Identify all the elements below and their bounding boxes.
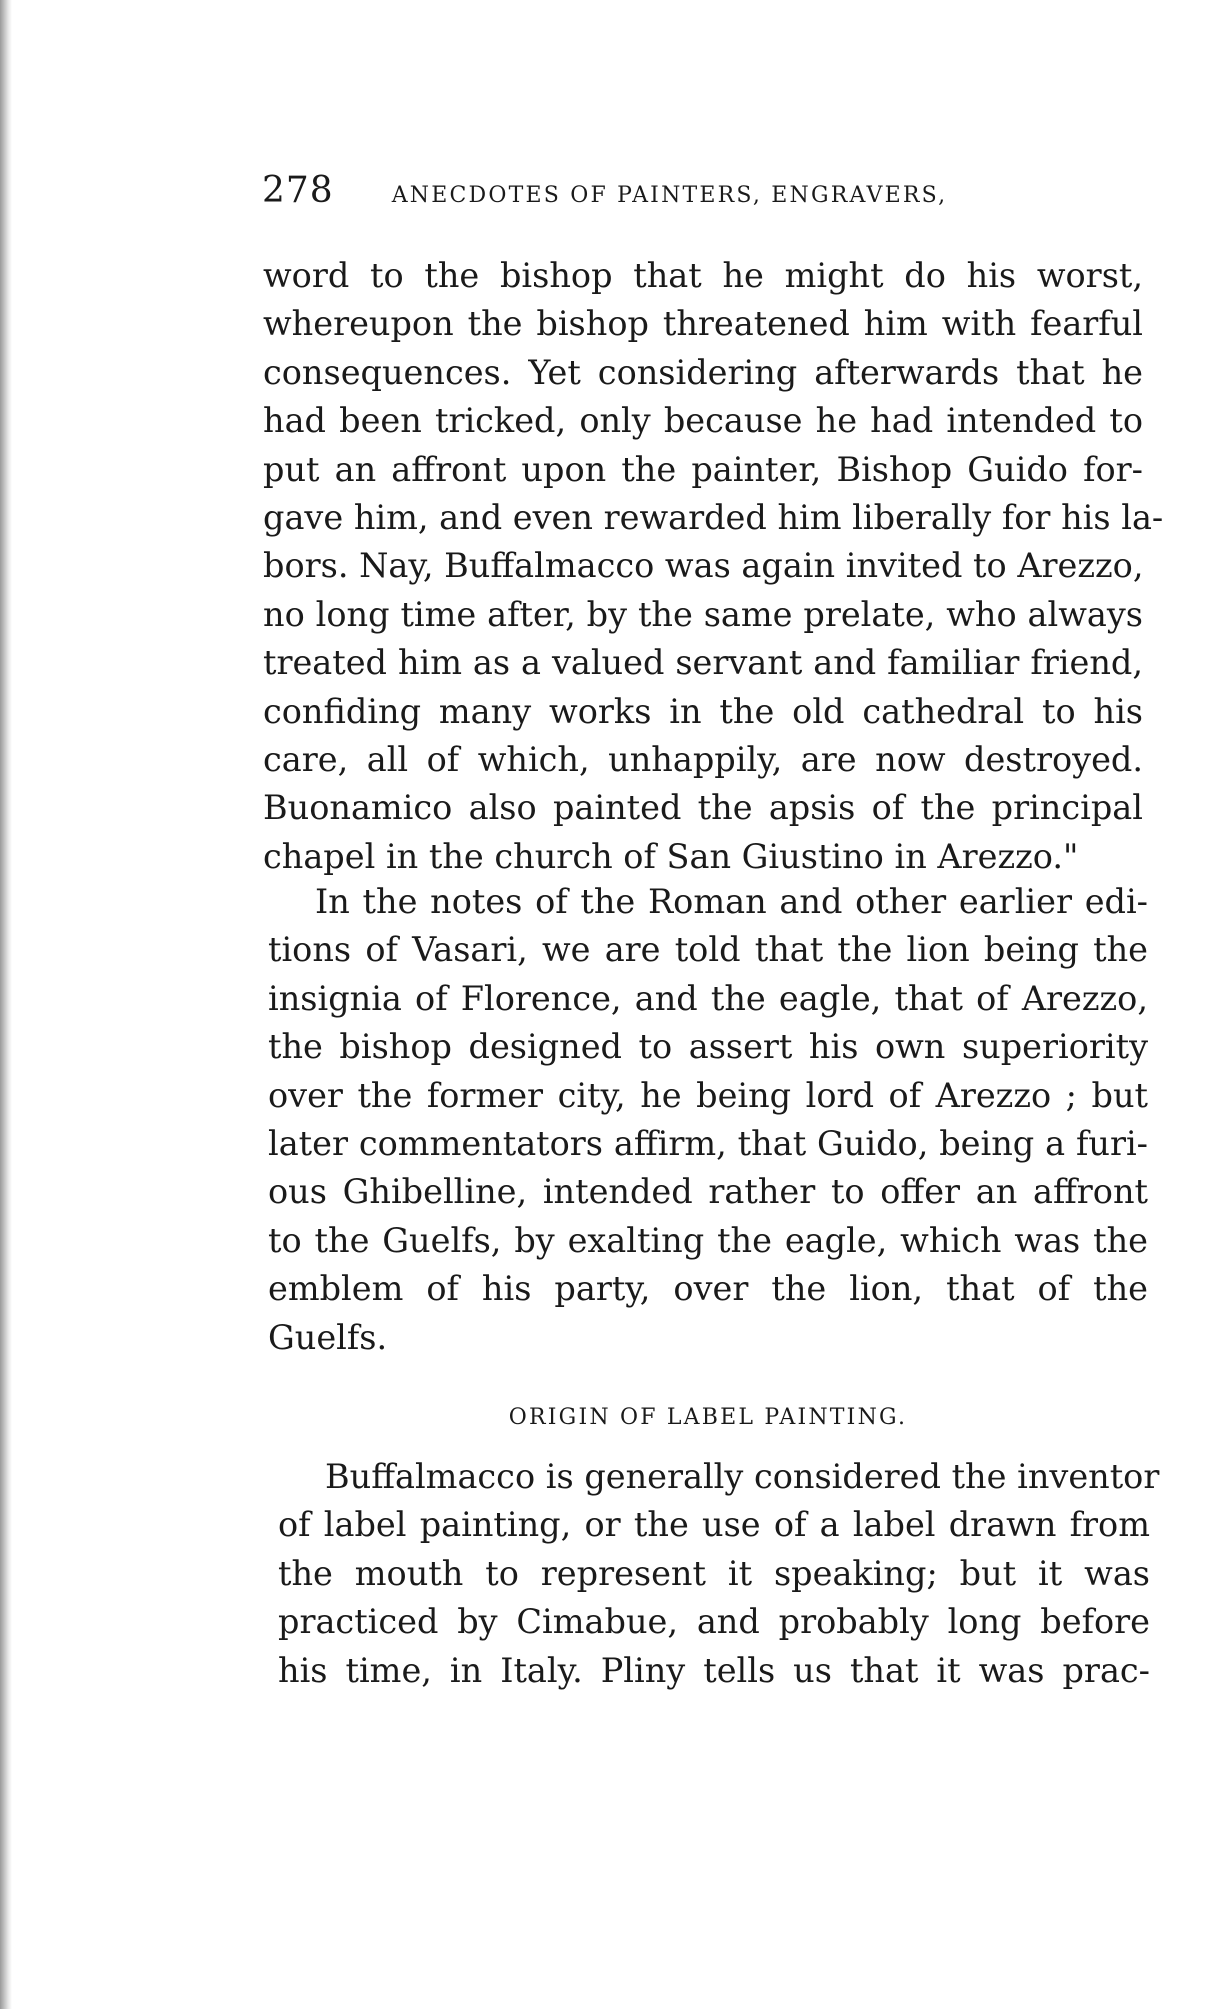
text-line: put an affront upon the painter, Bishop Guido for-	[263, 449, 1143, 489]
text-line: the mouth to represent it speaking; but it was	[278, 1553, 1150, 1593]
text-line: Guelfs.	[268, 1317, 388, 1357]
text-line: over the former city, he being lord of Arezzo ; but	[268, 1075, 1148, 1115]
paragraph-vasari-notes	[268, 878, 1148, 1362]
page-number: 278	[262, 170, 334, 211]
text-line: ous Ghibelline, intended rather to offer an affront	[268, 1172, 1148, 1212]
page-header	[262, 170, 1082, 218]
running-title: ANECDOTES OF PAINTERS, ENGRAVERS,	[391, 183, 948, 208]
paragraph-label-painting	[278, 1453, 1160, 1695]
text-line: had been tricked, only because he had intended to	[263, 401, 1143, 441]
text-line: Buonamico also painted the apsis of the principal	[263, 788, 1143, 828]
text-line: practiced by Cimabue, and probably long before	[278, 1602, 1150, 1642]
text-line: bors. Nay, Buffalmacco was again invited to Arezzo,	[263, 546, 1144, 586]
text-line: Buffalmacco is generally considered the inventor	[325, 1457, 1160, 1496]
text-line: In the notes of the Roman and other earlier edi-	[315, 882, 1148, 921]
text-line: the bishop designed to assert his own superiority	[268, 1027, 1148, 1067]
text-line: tions of Vasari, we are told that the lion being the	[268, 930, 1148, 970]
text-line: confiding many works in the old cathedral to his	[263, 691, 1143, 731]
text-line: insignia of Florence, and the eagle, that of Arezzo,	[268, 978, 1148, 1018]
text-line: gave him, and even rewarded him liberally for his la-	[263, 497, 1164, 537]
section-heading: ORIGIN OF LABEL PAINTING.	[508, 1405, 908, 1430]
text-line: consequences. Yet considering afterwards that he	[263, 352, 1143, 392]
text-line: treated him as a valued servant and familiar friend,	[263, 643, 1143, 683]
paragraph-continued	[263, 252, 1164, 881]
text-line: his time, in Italy. Pliny tells us that it was prac-	[278, 1650, 1150, 1690]
text-line: word to the bishop that he might do his worst,	[263, 256, 1143, 295]
text-line: later commentators affirm, that Guido, being a furi-	[268, 1123, 1148, 1163]
text-line: of label painting, or the use of a label drawn from	[278, 1505, 1150, 1545]
text-line: emblem of his party, over the lion, that of the	[268, 1269, 1148, 1309]
text-line: care, all of which, unhappily, are now destroyed.	[263, 739, 1143, 779]
text-line: no long time after, by the same prelate, who always	[263, 594, 1143, 634]
text-line: to the Guelfs, by exalting the eagle, which was the	[268, 1220, 1148, 1260]
text-line: whereupon the bishop threatened him with fearful	[263, 304, 1143, 344]
page-edge-shadow	[0, 0, 12, 2009]
text-line: chapel in the church of San Giustino in Arezzo."	[263, 836, 1079, 876]
